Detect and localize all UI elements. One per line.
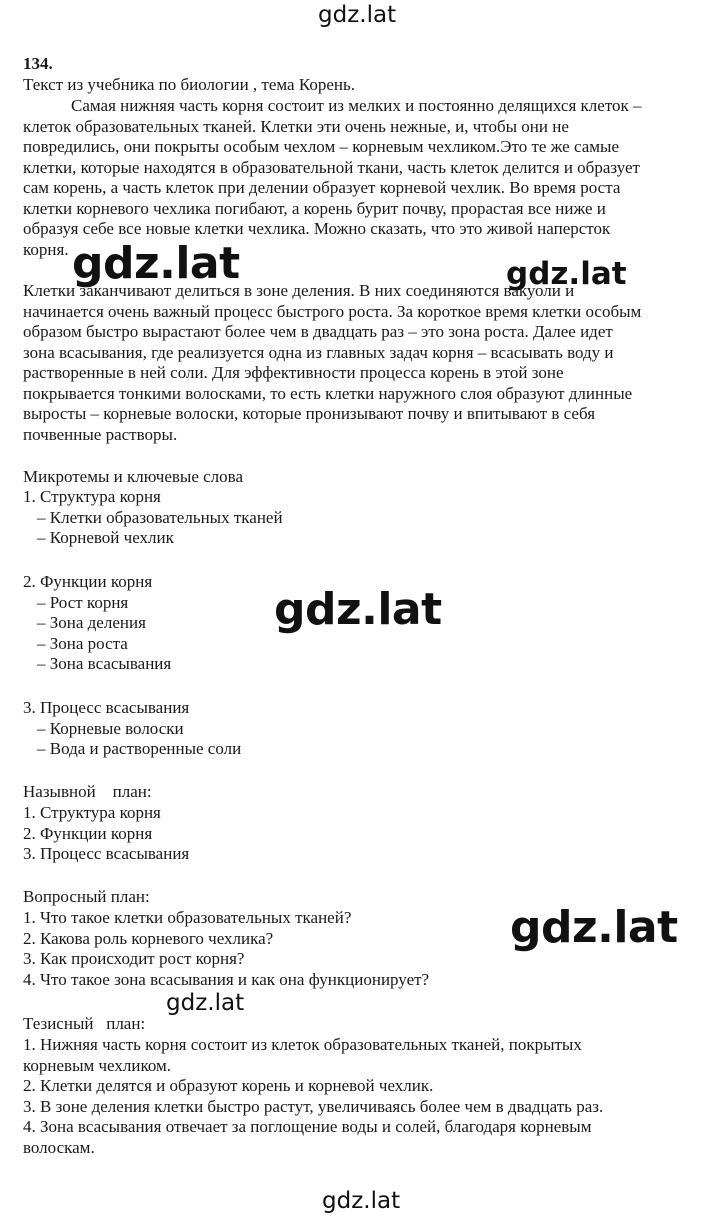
question-plan-heading: Вопросный план: <box>23 887 150 906</box>
paragraph-2-line: Клетки заканчивают делиться в зоне деления. В них соединяются вакуоли и <box>23 281 575 300</box>
microtopic-title: 2. Функции корня <box>23 572 153 591</box>
thesis-plan-line: 3. В зоне деления клетки быстро растут, увеличиваясь более чем в двадцать раз. <box>23 1096 604 1116</box>
intro-line: Текст из учебника по биологии , тема Корень. <box>23 75 355 94</box>
watermark-right-large: gdz.lat <box>510 902 678 953</box>
nominal-plan-item: 3. Процесс всасывания <box>23 844 190 863</box>
thesis-plan-line: корневым чехликом. <box>23 1055 172 1075</box>
microtopic-keyword: – Зона всасывания <box>37 654 172 673</box>
question-plan-item: 3. Как происходит рост корня? <box>23 949 245 968</box>
thesis-plan-line: 1. Нижняя часть корня состоит из клеток образовательных тканей, покрытых <box>23 1035 582 1054</box>
thesis-plan-line: волоскам. <box>23 1137 95 1157</box>
paragraph-2-line: выросты – корневые волоски, которые пронизывают почву и впитывают в себя <box>23 404 596 423</box>
microtopic-group-2 <box>23 572 171 675</box>
microtopic-keyword: – Зона деления <box>37 613 146 632</box>
watermark-bottom: gdz.lat <box>322 1188 401 1214</box>
question-plan-item: 4. Что такое зона всасывания и как она функционирует? <box>23 969 430 989</box>
paragraph-1-line: сам корень, а часть клеток при делении образует корневой чехлик. Во время роста <box>23 178 621 197</box>
microtopic-keyword: – Корневой чехлик <box>37 528 174 547</box>
question-plan-item: 1. Что такое клетки образовательных тканей? <box>23 908 352 927</box>
thesis-plan-line: 4. Зона всасывания отвечает за поглощение воды и солей, благодаря корневым <box>23 1117 592 1136</box>
watermark-top: gdz.lat <box>318 2 397 28</box>
paragraph-1-line: корня. <box>23 239 69 259</box>
nominal-plan-list <box>23 803 189 865</box>
microtopic-keyword: – Корневые волоски <box>37 718 184 738</box>
watermark-small-mid: gdz.lat <box>166 990 245 1016</box>
thesis-plan-heading: Тезисный план: <box>23 1014 146 1033</box>
paragraph-1-line: повредились, они покрыты особым чехлом – корневым чехликом.Это те же самые <box>23 137 620 156</box>
nominal-plan-heading: Назывной план: <box>23 782 152 801</box>
paragraph-1-line: клеток образовательных тканей. Клетки эти очень нежные, и, чтобы они не <box>23 116 569 136</box>
paragraph-1-line: клетки, которые находятся в образовательной ткани, часть клеток делится и образует <box>23 157 640 177</box>
microtopic-group-3 <box>23 698 241 760</box>
nominal-plan-item: 1. Структура корня <box>23 803 161 822</box>
paragraph-1-line: Самая нижняя часть корня состоит из мелких и постоянно делящихся клеток – <box>71 96 642 115</box>
paragraph-1-line: образуя себе все новые клетки чехлика. Можно сказать, что это живой наперсток <box>23 219 611 238</box>
microtopic-keyword: – Клетки образовательных тканей <box>37 507 283 527</box>
paragraph-2-line: почвенные растворы. <box>23 424 178 444</box>
watermark-mid-left: gdz.lat <box>72 238 240 289</box>
microtopic-title: 1. Структура корня <box>23 487 161 506</box>
question-plan-item: 2. Какова роль корневого чехлика? <box>23 928 274 948</box>
paragraph-2-line: зона всасывания, где реализуется одна из главных задач корня – всасывать воду и <box>23 342 614 362</box>
question-plan-list <box>23 908 429 990</box>
microtopic-title: 3. Процесс всасывания <box>23 698 190 717</box>
paragraph-2-line: растворенные в ней соли. Для эффективности процесса корень в этой зоне <box>23 363 564 382</box>
exercise-number: 134. <box>23 54 53 73</box>
paragraph-2-line: покрывается тонкими волосками, то есть клетки наружного слоя образуют длинные <box>23 383 633 403</box>
watermark-mid-right: gdz.lat <box>506 256 627 292</box>
microtopic-group-1 <box>23 487 283 549</box>
watermark-center: gdz.lat <box>274 584 442 635</box>
paragraph-2-line: начинается очень важный процесс быстрого роста. За короткое время клетки особым <box>23 301 642 321</box>
paragraph-1-line: клетки корневого чехлика погибают, а корень бурит почву, прорастая все ниже и <box>23 198 606 218</box>
paragraph-1 <box>23 96 642 260</box>
microtopic-keyword: – Рост корня <box>37 592 129 612</box>
microtopics-heading: Микротемы и ключевые слова <box>23 467 244 486</box>
paragraph-2 <box>23 281 641 445</box>
paragraph-2-line: образом быстро вырастают более чем в двадцать раз – это зона роста. Далее идет <box>23 322 613 341</box>
nominal-plan-item: 2. Функции корня <box>23 823 153 843</box>
thesis-plan-line: 2. Клетки делятся и образуют корень и корневой чехлик. <box>23 1076 434 1095</box>
thesis-plan-list <box>23 1035 603 1158</box>
microtopic-keyword: – Вода и растворенные соли <box>37 739 242 758</box>
microtopic-keyword: – Зона роста <box>37 633 128 653</box>
